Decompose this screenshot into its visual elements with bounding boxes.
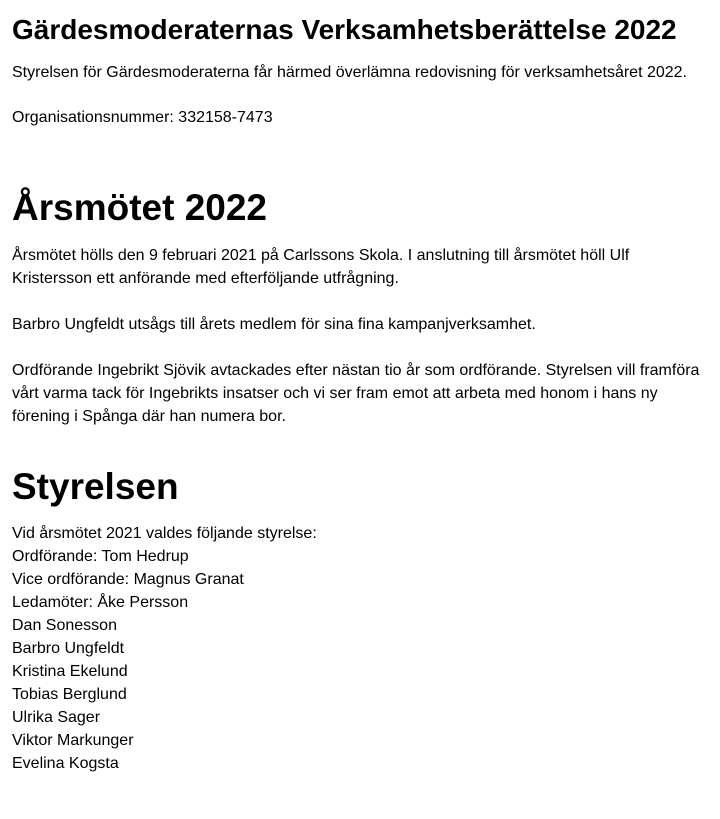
section-heading-styrelsen: Styrelsen	[12, 465, 179, 507]
board-member: Viktor Markunger	[12, 732, 134, 750]
intro-paragraph: Styrelsen för Gärdesmoderaterna får härmed överlämna redovisning för verksamhetsåret 2022.	[12, 64, 687, 82]
section-heading-arsmote: Årsmötet 2022	[12, 187, 268, 229]
board-member: Dan Sonesson	[12, 617, 117, 635]
board-member: Tobias Berglund	[12, 686, 127, 704]
board-intro: Vid årsmötet 2021 valdes följande styrelse:	[12, 525, 317, 543]
board-member: Vice ordförande: Magnus Granat	[12, 571, 244, 589]
board-member: Kristina Ekelund	[12, 663, 128, 681]
arsmote-paragraph-2: Barbro Ungfeldt utsågs till årets medlem för sina fina kampanjverksamhet.	[12, 315, 536, 333]
board-member: Ulrika Sager	[12, 709, 101, 727]
board-member: Barbro Ungfeldt	[12, 640, 125, 658]
board-member: Evelina Kogsta	[12, 755, 119, 773]
board-member: Ordförande: Tom Hedrup	[12, 548, 189, 566]
organization-number: Organisationsnummer: 332158-7473	[12, 109, 273, 127]
arsmote-paragraph-3: Ordförande Ingebrikt Sjövik avtackades efter nästan tio år som ordförande. Styrelsen vill framföra vårt varma tack för Ingebrikts insatser och vi ser fram emot att arbeta med honom i hans ny förening i Spånga där han numera bor.	[12, 361, 700, 425]
arsmote-paragraph-1: Årsmötet hölls den 9 februari 2021 på Carlssons Skola. I anslutning till årsmötet höll Ulf Kristersson ett anförande med efterföljande utfrågning.	[12, 246, 630, 287]
page-title: Gärdesmoderaternas Verksamhetsberättelse 2022	[12, 14, 677, 45]
board-member: Ledamöter: Åke Persson	[12, 594, 189, 612]
board-member-list	[12, 545, 708, 775]
